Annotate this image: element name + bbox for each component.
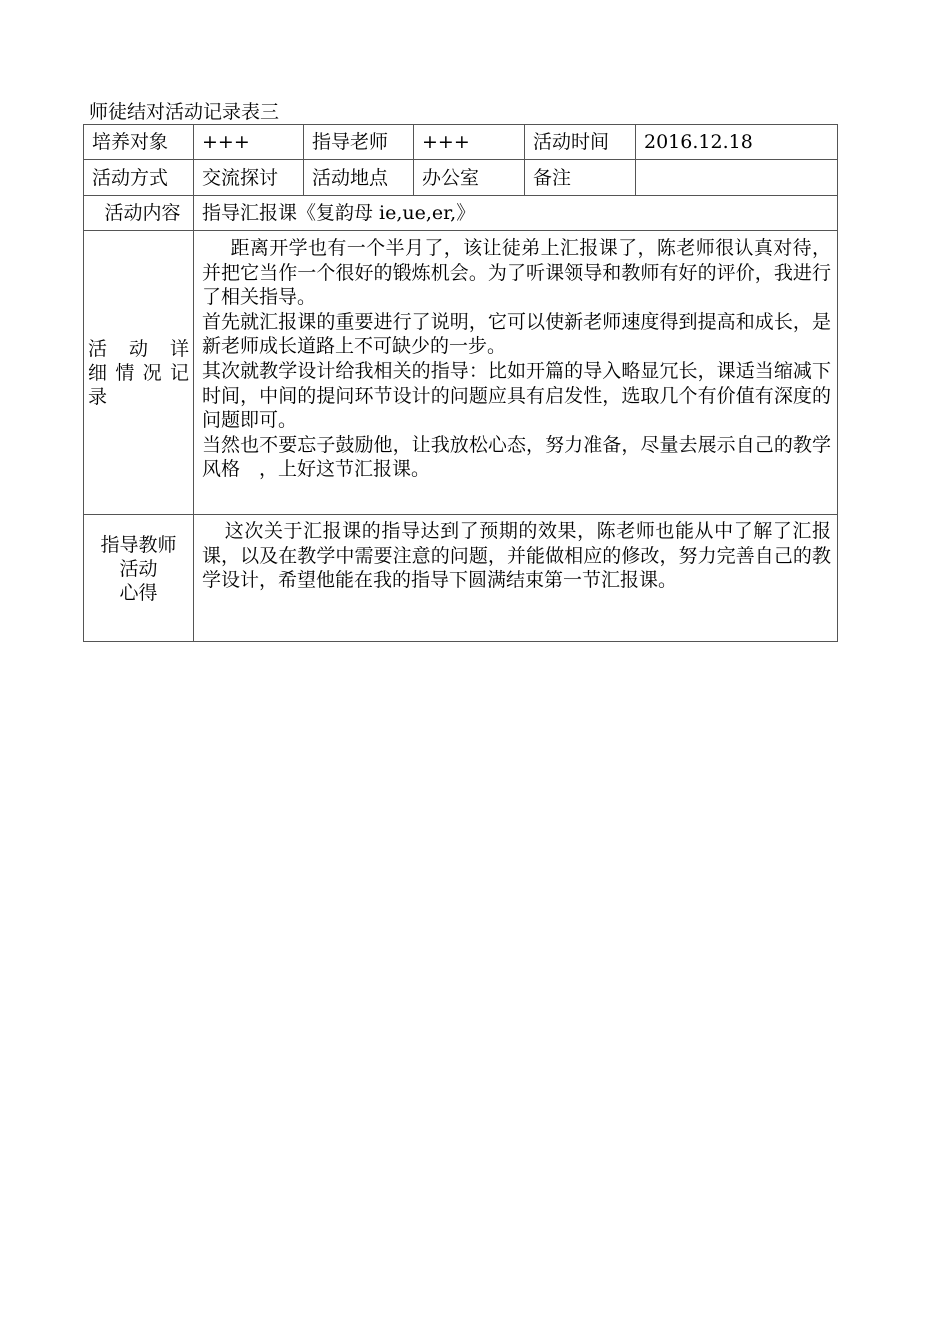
label-activity-details xyxy=(84,231,194,515)
label-trainee: 培养对象 xyxy=(84,125,194,160)
label-line: 活 动 详 xyxy=(88,337,189,360)
note-value xyxy=(636,160,838,196)
detail-paragraph: 首先就汇报课的重要进行了说明，它可以使新老师速度得到提高和成长，是新老师成长道路上不可缺少的一步。 xyxy=(202,310,831,358)
label-activity-time: 活动时间 xyxy=(525,125,636,160)
document-title: 师徒结对活动记录表三 xyxy=(89,101,280,123)
table-row xyxy=(84,515,838,642)
label-activity-method: 活动方式 xyxy=(84,160,194,196)
table-row xyxy=(84,160,838,196)
activity-method-value: 交流探讨 xyxy=(194,160,304,196)
detail-paragraph: 其次就教学设计给我相关的指导：比如开篇的导入略显冗长，课适当缩减下时间，中间的提问环节设计的问题应具有启发性，选取几个有价值有深度的问题即可。 xyxy=(202,359,831,432)
activity-details-content xyxy=(194,231,838,515)
activity-place-value: 办公室 xyxy=(414,160,525,196)
reflection-paragraph: 这次关于汇报课的指导达到了预期的效果，陈老师也能从中了解了汇报课，以及在教学中需要注意的问题，并能做相应的修改，努力完善自己的教学设计，希望他能在我的指导下圆满结束第一节汇报课。 xyxy=(202,520,831,592)
table-row xyxy=(84,125,838,160)
label-line: 心得 xyxy=(119,582,158,604)
table-row xyxy=(84,231,838,515)
activity-content-value: 指导汇报课《复韵母 ie,ue,er,》 xyxy=(194,196,838,231)
label-mentor: 指导老师 xyxy=(304,125,414,160)
mentor-reflection-content xyxy=(194,515,838,642)
detail-paragraph: 当然也不要忘子鼓励他，让我放松心态，努力准备，尽量去展示自己的教学风格 ，上好这节汇报课。 xyxy=(202,433,831,481)
trainee-value: +++ xyxy=(194,125,304,160)
label-line: 细情况记 xyxy=(88,361,189,384)
mentor-value: +++ xyxy=(414,125,525,160)
detail-paragraph: 距离开学也有一个半月了，该让徒弟上汇报课了，陈老师很认真对待，并把它当作一个很好的锻炼机会。为了听课领导和教师有好的评价，我进行了相关指导。 xyxy=(202,237,831,309)
label-mentor-reflection xyxy=(84,515,194,642)
label-note: 备注 xyxy=(525,160,636,196)
activity-time-value: 2016.12.18 xyxy=(636,125,838,160)
label-activity-content: 活动内容 xyxy=(84,196,194,231)
label-line: 录 xyxy=(88,385,108,408)
label-line: 活动 xyxy=(119,558,158,580)
label-line: 指导教师 xyxy=(100,534,177,556)
label-activity-place: 活动地点 xyxy=(304,160,414,196)
activity-record-table xyxy=(83,124,838,642)
table-row xyxy=(84,196,838,231)
